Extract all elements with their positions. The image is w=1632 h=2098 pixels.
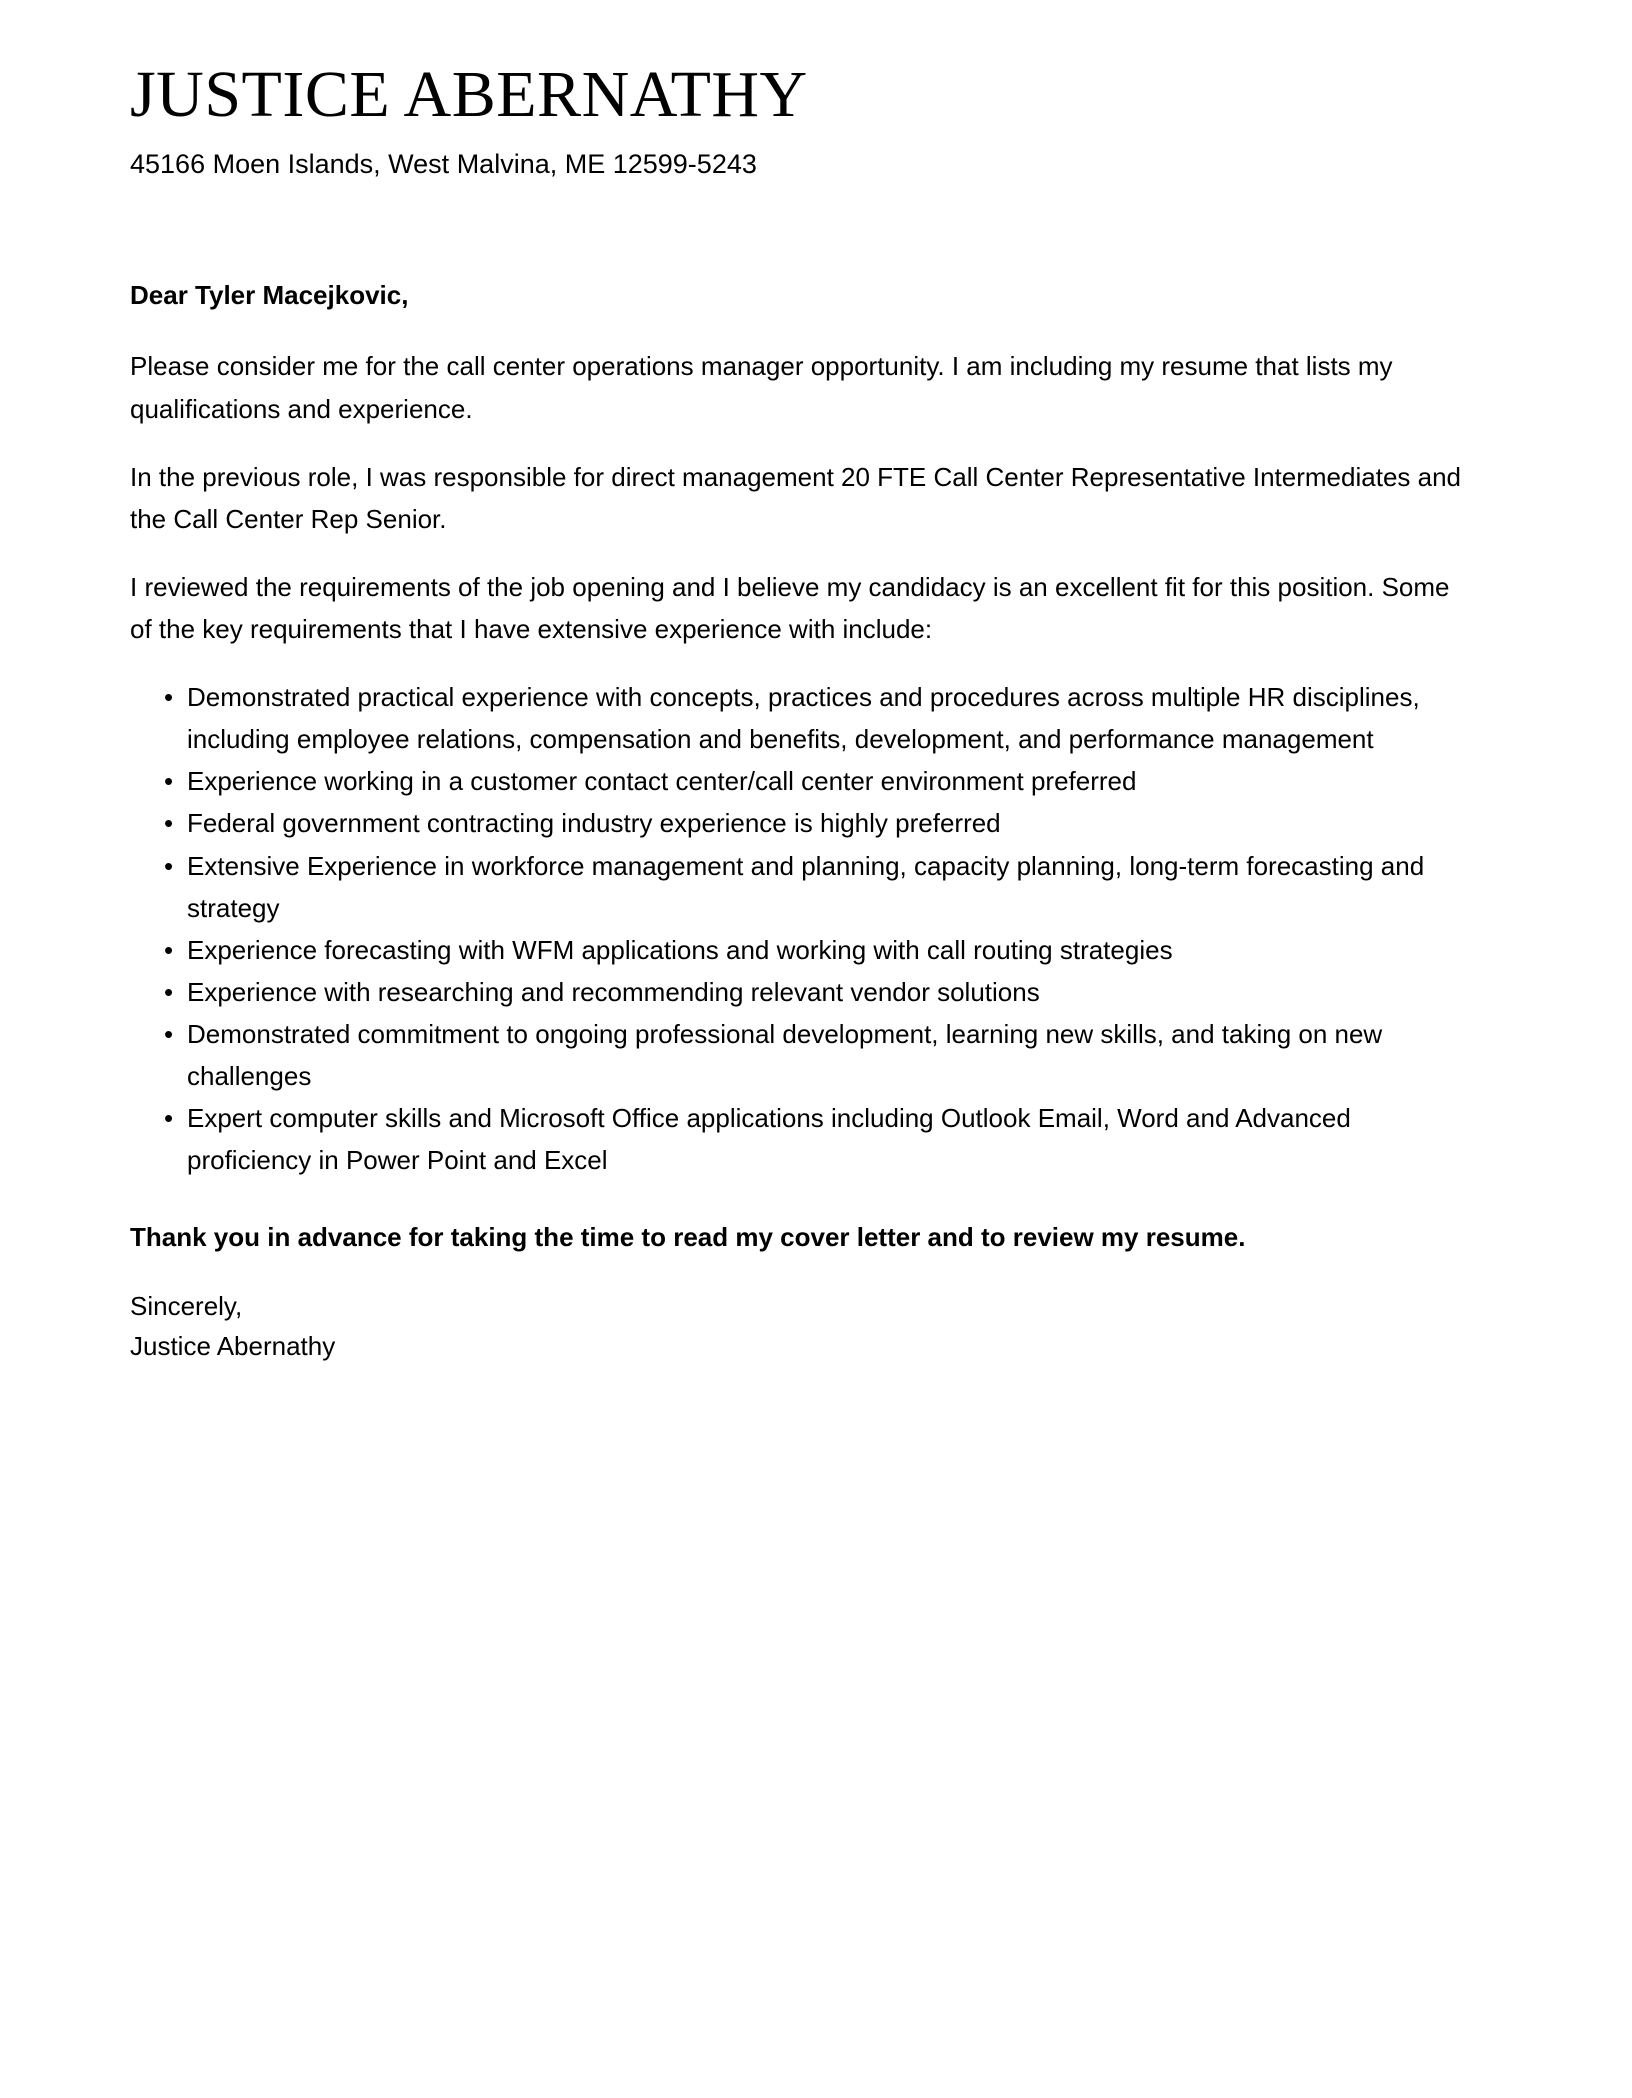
bullet-icon: • [164, 1103, 174, 1134]
list-item-label: Expert computer skills and Microsoft Office applications including Outlook Email, Word and Advanced proficiency in Power Point and Excel [187, 1103, 1351, 1176]
salutation: Dear Tyler Macejkovic, [130, 280, 409, 311]
list-item [130, 1097, 1475, 1181]
list-item [130, 760, 1475, 802]
bullet-icon: • [164, 682, 174, 713]
bullet-icon: • [164, 808, 174, 839]
requirements-list [130, 676, 1475, 1181]
list-item [130, 929, 1475, 971]
body-paragraph-3: I reviewed the requirements of the job opening and I believe my candidacy is an excellent fit for this position. Some of the key requirements that I have extensive experience with include: [130, 571, 1450, 644]
list-item [130, 676, 1475, 760]
signoff-block [130, 1287, 1475, 1366]
closing-note: Thank you in advance for taking the time to read my cover letter and to review my resume. [130, 1222, 1246, 1253]
bullet-icon: • [164, 934, 174, 965]
list-item-label: Demonstrated commitment to ongoing professional development, learning new skills, and taking on new challenges [187, 1018, 1383, 1092]
list-item [130, 971, 1475, 1013]
letter-header [130, 60, 1502, 184]
list-item [130, 802, 1475, 844]
body-paragraph-2: In the previous role, I was responsible for direct management 20 FTE Call Center Representative Intermediates and the Call Center Rep Senior. [130, 461, 1462, 534]
bullet-icon: • [164, 976, 174, 1007]
sender-address: 45166 Moen Islands, West Malvina, ME 12599-5243 [130, 149, 757, 180]
list-item-label: Extensive Experience in workforce management and planning, capacity planning, long-term forecasting and strategy [187, 850, 1425, 923]
bullet-icon: • [164, 1018, 174, 1049]
signoff-closing: Sincerely, [130, 1291, 243, 1321]
list-item [130, 845, 1475, 929]
list-item-label: Federal government contracting industry experience is highly preferred [187, 808, 1001, 839]
bullet-icon: • [164, 766, 174, 797]
list-item-label: Experience working in a customer contact center/call center environment preferred [187, 766, 1137, 797]
letter-body [130, 276, 1475, 1366]
list-item-label: Demonstrated practical experience with concepts, practices and procedures across multiple HR disciplines, including employee relations, compensation and benefits, development, and performance management [187, 682, 1420, 755]
bullet-icon: • [164, 850, 174, 881]
body-paragraph-1: Please consider me for the call center operations manager opportunity. I am including my resume that lists my qualifications and experience. [130, 351, 1393, 424]
list-item-label: Experience with researching and recommending relevant vendor solutions [187, 976, 1040, 1007]
list-item-label: Experience forecasting with WFM applications and working with call routing strategies [187, 934, 1173, 965]
signature-name: Justice Abernathy [130, 1330, 336, 1361]
page-title: JUSTICE ABERNATHY [130, 58, 808, 131]
list-item [130, 1013, 1475, 1097]
